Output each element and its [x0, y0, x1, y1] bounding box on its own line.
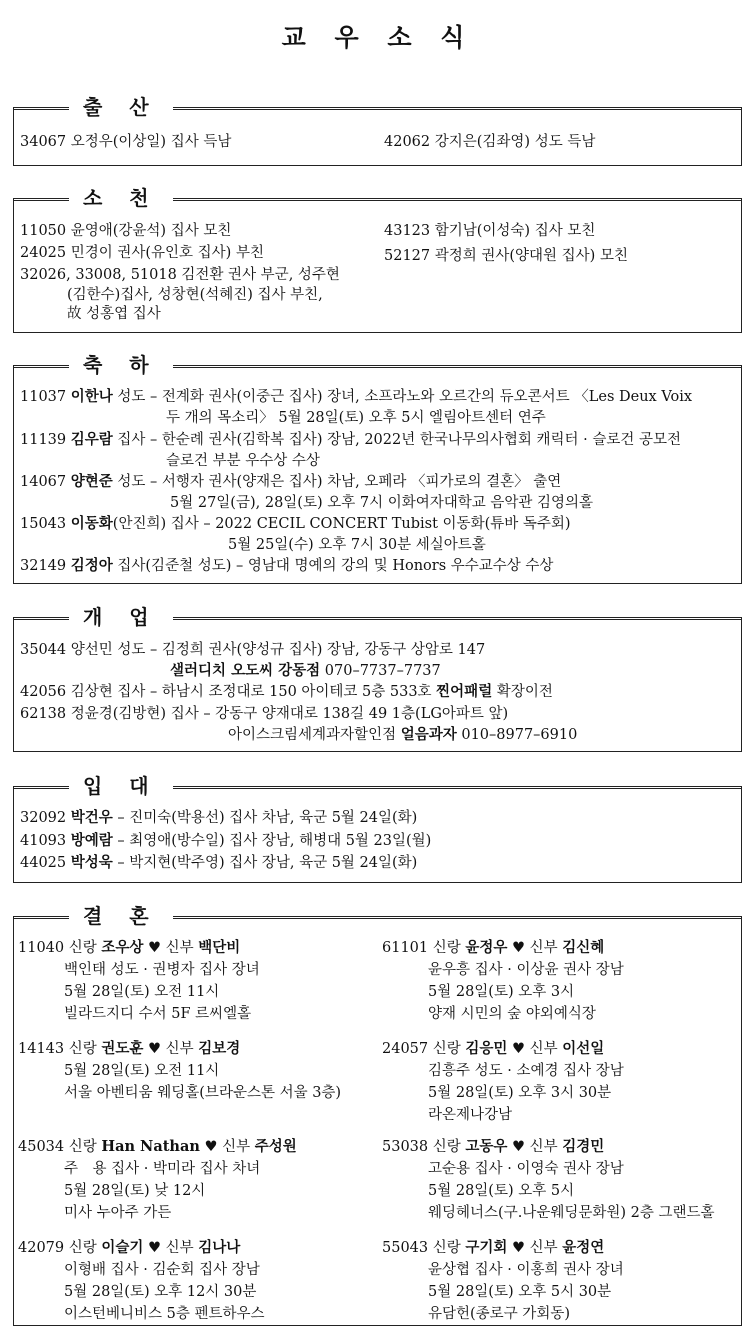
wedding-detail: 5월 28일(토) 오후 3시 30분 [428, 1085, 612, 1101]
bride-name: 이선일 [562, 1040, 605, 1057]
congrats-entry [20, 555, 553, 577]
congrats-entry-cont: 슬로건 부분 우수상 수상 [166, 453, 320, 469]
entry-name: 김우람 [70, 431, 113, 448]
wedding-detail: 이형배 집사 · 김순회 집사 장남 [64, 1262, 260, 1278]
entry-id: 15043 [20, 516, 67, 532]
groom-name: 윤정우 [465, 939, 508, 956]
heart-icon: ♥ [204, 1139, 218, 1155]
entry-id: 14067 [20, 474, 67, 490]
wedding-detail: 주 용 집사 · 박미라 집사 차녀 [64, 1161, 261, 1177]
bride-label: 신부 [529, 1041, 558, 1057]
bride-label: 신부 [165, 940, 194, 956]
groom-label: 신랑 [432, 1041, 461, 1057]
wedding-detail: 유담헌(종로구 가회동) [428, 1306, 570, 1322]
groom-label: 신랑 [68, 1139, 97, 1155]
birth-entry: 34067 오정우(이상일) 집사 득남 [20, 134, 232, 150]
wedding-detail: 백인태 성도 · 권병자 집사 장녀 [64, 962, 260, 978]
birth-entry: 42062 강지은(김좌영) 성도 득남 [384, 134, 596, 150]
birth-title: 출 산 [69, 92, 173, 122]
heart-icon: ♥ [148, 1240, 162, 1256]
wedding-detail: 5월 28일(토) 오후 5시 30분 [428, 1284, 612, 1300]
groom-label: 신랑 [432, 940, 461, 956]
wedding-title: 결 혼 [69, 901, 173, 931]
entry-name: 이동화 [70, 515, 113, 532]
birth-header [13, 92, 742, 122]
opening-entry-cont [228, 724, 577, 746]
wedding-detail: 5월 28일(토) 낮 12시 [64, 1183, 206, 1199]
opening-entry [20, 681, 553, 703]
entry-id: 32092 [20, 810, 67, 826]
bride-label: 신부 [165, 1240, 194, 1256]
groom-name: 김응민 [465, 1040, 508, 1057]
wedding-detail: 윤우흥 집사 · 이상윤 권사 장남 [428, 962, 624, 978]
heart-icon: ♥ [512, 940, 526, 956]
death-entry: 11050 윤영애(강윤석) 집사 모친 [20, 223, 232, 239]
groom-label: 신랑 [68, 1041, 97, 1057]
heart-icon: ♥ [512, 1139, 526, 1155]
bride-label: 신부 [165, 1041, 194, 1057]
wedding-entry [18, 1136, 297, 1224]
entry-name: 방예람 [70, 832, 113, 849]
entry-id: 14143 [18, 1041, 65, 1057]
congrats-entry-cont: 두 개의 목소리〉 5월 28일(토) 오후 5시 엘림아트센터 연주 [166, 410, 546, 426]
death-header [13, 183, 742, 213]
wedding-entry [18, 1237, 265, 1325]
shop-desc: 아이스크림세계과자할인점 [228, 727, 401, 743]
bride-name: 백단비 [198, 939, 241, 956]
entry-text: – 박지현(박주영) 집사 장남, 육군 5월 24일(화) [112, 855, 418, 871]
opening-header [13, 602, 742, 632]
congrats-entry [20, 513, 571, 535]
entry-tail: 확장이전 [492, 684, 553, 700]
death-entry: 24025 민경이 권사(유인호 집사) 부친 [20, 245, 264, 261]
groom-name: 이슬기 [101, 1239, 144, 1256]
congrats-entry-cont: 5월 27일(금), 28일(토) 오후 7시 이화여자대학교 음악관 김영의홀 [170, 495, 594, 511]
death-entry: 43123 함기남(이성숙) 집사 모친 [384, 223, 596, 239]
enlist-title: 입 대 [69, 771, 173, 801]
bride-name: 김신혜 [562, 939, 605, 956]
wedding-detail: 이스턴베니비스 5층 펜트하우스 [64, 1306, 265, 1322]
entry-text: 집사 – 한순례 권사(김학복 집사) 장남, 2022년 한국나무의사협회 캐릭터 · 슬로건 공모전 [112, 432, 681, 448]
entry-id: 42079 [18, 1240, 65, 1256]
wedding-header [13, 901, 742, 931]
bride-label: 신부 [529, 1139, 558, 1155]
shop-name: 찐어패럴 [436, 683, 493, 700]
wedding-entry [18, 1038, 341, 1104]
wedding-entry [382, 1038, 624, 1126]
entry-name: 양현준 [70, 473, 113, 490]
entry-id: 41093 [20, 833, 67, 849]
shop-phone: 070–7737–7737 [320, 663, 441, 679]
bride-name: 주성원 [254, 1138, 297, 1155]
heart-icon: ♥ [512, 1041, 526, 1057]
congrats-entry [20, 386, 692, 408]
entry-id: 11139 [20, 432, 67, 448]
page-title: 교 우 소 식 [281, 23, 475, 52]
opening-title: 개 업 [69, 602, 173, 632]
enlist-entry [20, 807, 417, 829]
shop-name: 샐러디치 오도씨 강동점 [170, 662, 321, 679]
shop-phone: 010–8977–6910 [456, 727, 578, 743]
entry-name: 김정아 [70, 557, 113, 574]
entry-name: 이한나 [70, 388, 113, 405]
entry-id: 32149 [20, 558, 67, 574]
wedding-entry [382, 1237, 624, 1325]
congrats-title: 축 하 [69, 350, 173, 380]
opening-entry: 62138 정윤경(김방현) 집사 – 강동구 양재대로 138길 49 1층(LG아파트 앞) [20, 706, 509, 722]
groom-name: 구기회 [465, 1239, 508, 1256]
entry-text: – 진미숙(박용선) 집사 차남, 육군 5월 24일(화) [112, 810, 418, 826]
congrats-entry-cont: 5월 25일(수) 오후 7시 30분 세실아트홀 [228, 537, 486, 553]
groom-label: 신랑 [68, 1240, 97, 1256]
entry-id: 11040 [18, 940, 65, 956]
wedding-detail: 웨딩헤너스(구.나운웨딩문화원) 2층 그랜드홀 [428, 1205, 715, 1221]
wedding-detail: 5월 28일(토) 오후 12시 30분 [64, 1284, 257, 1300]
enlist-entry [20, 852, 417, 874]
entry-text: 성도 – 전계화 권사(이중근 집사) 장녀, 소프라노와 오르간의 듀오콘서트 〈Les Deux Voix [112, 389, 693, 405]
death-entry: 52127 곽정희 권사(양대원 집사) 모친 [384, 248, 628, 264]
shop-name: 얼음과자 [400, 726, 457, 743]
opening-entry-cont [170, 660, 441, 682]
enlist-header [13, 771, 742, 801]
congrats-entry [20, 471, 561, 493]
entry-id: 45034 [18, 1139, 65, 1155]
groom-label: 신랑 [68, 940, 97, 956]
entry-text: (안진희) 집사 – 2022 CECIL CONCERT Tubist 이동화(튜바 독주회) [112, 516, 571, 532]
opening-entry: 35044 양선민 성도 – 김정희 권사(양성규 집사) 장남, 강동구 상암로 147 [20, 642, 486, 658]
entry-id: 44025 [20, 855, 67, 871]
bride-label: 신부 [222, 1139, 251, 1155]
groom-name: 권도훈 [101, 1040, 144, 1057]
wedding-detail: 5월 28일(토) 오후 5시 [428, 1183, 575, 1199]
entry-text: 집사(김준철 성도) – 영남대 명예의 강의 및 Honors 우수교수상 수상 [112, 558, 554, 574]
wedding-detail: 김흥주 성도 · 소예경 집사 장남 [428, 1063, 624, 1079]
bride-name: 김경민 [562, 1138, 605, 1155]
groom-label: 신랑 [432, 1139, 461, 1155]
groom-label: 신랑 [432, 1240, 461, 1256]
entry-name: 박성욱 [70, 854, 113, 871]
entry-id: 55043 [382, 1240, 429, 1256]
entry-id: 61101 [382, 940, 429, 956]
heart-icon: ♥ [148, 940, 162, 956]
wedding-entry [382, 937, 624, 1025]
groom-name: 조우상 [101, 939, 144, 956]
bride-label: 신부 [529, 940, 558, 956]
bride-label: 신부 [529, 1240, 558, 1256]
wedding-detail: 서울 아벤티움 웨딩홀(브라운스톤 서울 3층) [64, 1085, 342, 1101]
wedding-detail: 5월 28일(토) 오전 11시 [64, 1063, 220, 1079]
entry-id: 11037 [20, 389, 67, 405]
enlist-entry [20, 830, 431, 852]
wedding-detail: 5월 28일(토) 오전 11시 [64, 984, 220, 1000]
wedding-detail: 양재 시민의 숲 야외예식장 [428, 1006, 596, 1022]
bride-name: 김나나 [198, 1239, 241, 1256]
entry-name: 박건우 [70, 809, 113, 826]
congrats-entry [20, 429, 681, 451]
bride-name: 윤정연 [562, 1239, 605, 1256]
death-entry-cont: (김한수)집사, 성창현(석혜진) 집사 부친, [67, 287, 323, 303]
wedding-entry [18, 937, 260, 1025]
wedding-detail: 미사 누아주 가든 [64, 1205, 172, 1221]
wedding-detail: 윤상협 집사 · 이홍희 권사 장녀 [428, 1262, 624, 1278]
heart-icon: ♥ [148, 1041, 162, 1057]
entry-text: 성도 – 서행자 권사(양재은 집사) 차남, 오페라 〈피가로의 결혼〉 출연 [112, 474, 562, 490]
entry-text: 42056 김상현 집사 – 하남시 조정대로 150 아이테코 5층 533호 [20, 684, 437, 700]
wedding-detail: 5월 28일(토) 오후 3시 [428, 984, 575, 1000]
entry-id: 24057 [382, 1041, 429, 1057]
groom-name: 고동우 [465, 1138, 508, 1155]
death-title: 소 천 [69, 183, 173, 213]
congrats-header [13, 350, 742, 380]
wedding-entry [382, 1136, 715, 1224]
wedding-detail: 빌라드지디 수서 5F 르씨엘홀 [64, 1006, 252, 1022]
heart-icon: ♥ [512, 1240, 526, 1256]
wedding-detail: 라온제나강남 [428, 1107, 513, 1123]
entry-text: – 최영애(방수일) 집사 장남, 해병대 5월 23일(월) [112, 833, 432, 849]
entry-id: 53038 [382, 1139, 429, 1155]
groom-name: Han Nathan [101, 1138, 200, 1155]
bride-name: 김보경 [198, 1040, 241, 1057]
death-entry: 32026, 33008, 51018 김전환 권사 부군, 성주현 [20, 267, 340, 283]
wedding-detail: 고순용 집사 · 이영숙 권사 장남 [428, 1161, 624, 1177]
death-entry-cont: 故 성홍엽 집사 [67, 306, 161, 322]
